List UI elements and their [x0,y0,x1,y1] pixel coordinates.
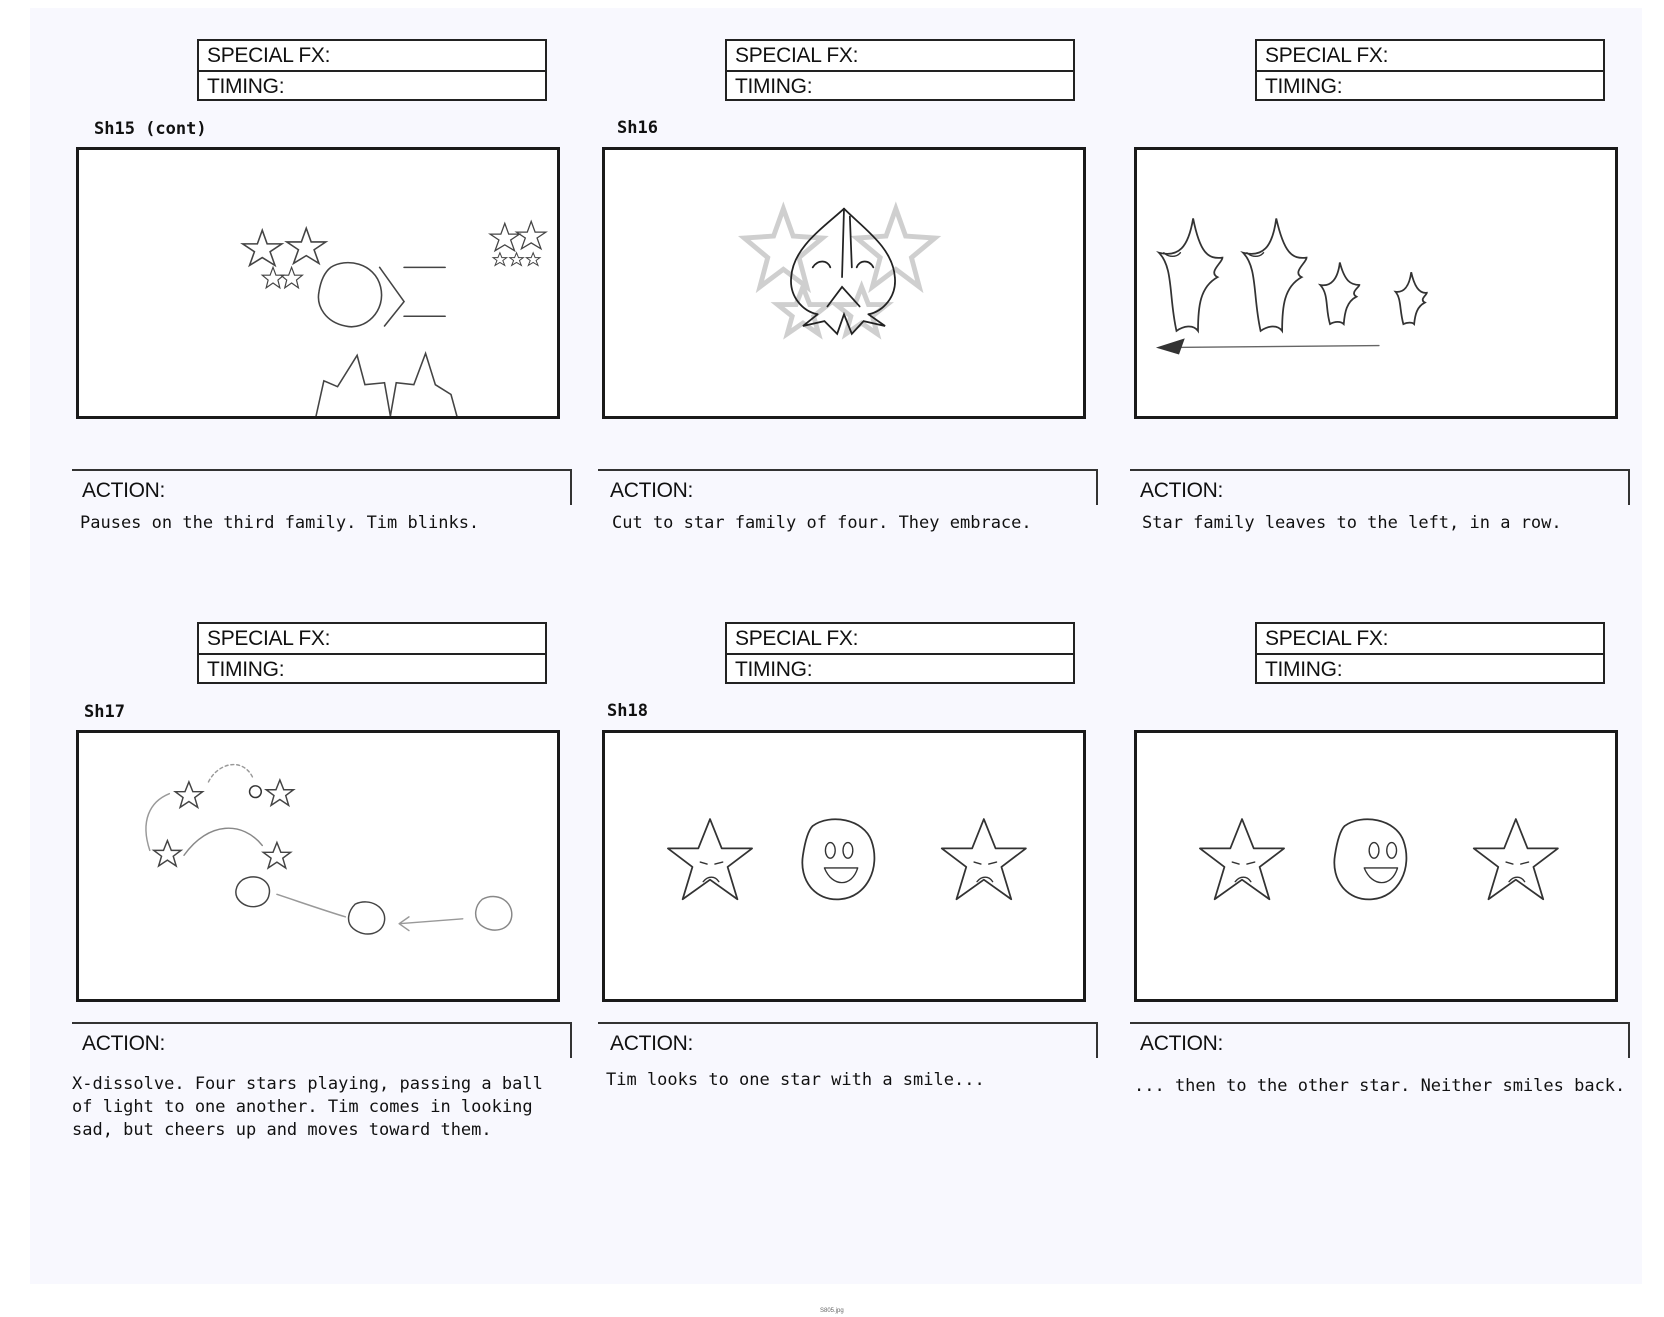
timing-label: TIMING: [207,658,285,681]
sketch-star-family-leaves [1137,150,1615,416]
shot-label: Sh17 [84,702,125,722]
timing-label: TIMING: [735,658,813,681]
file-name-footer: S805.jpg [820,1308,844,1314]
sketch-frame [1134,147,1618,419]
action-label: ACTION: [82,1032,166,1055]
special-fx-box [197,39,547,101]
sketch-stars-playing-ball [79,733,557,999]
storyboard-panel-sh15 [72,39,572,599]
sketch-tim-smiles-at-star [605,733,1083,999]
action-text: Cut to star family of four. They embrace. [612,513,1032,533]
storyboard-panel-sh16-cont [1134,39,1634,599]
special-fx-label: SPECIAL FX: [199,41,545,72]
storyboard-sheet [30,8,1642,1284]
sketch-frame [1134,730,1618,1002]
sketch-frame [76,730,560,1002]
sketch-frame [602,147,1086,419]
timing-label: TIMING: [1265,658,1343,681]
special-fx-label: SPECIAL FX: [1257,624,1603,655]
shot-label: Sh16 [617,118,658,138]
special-fx-label: SPECIAL FX: [1257,41,1603,72]
storyboard-panel-sh18-cont [1134,622,1634,1182]
timing-label: TIMING: [1265,75,1343,98]
action-label: ACTION: [610,1032,694,1055]
special-fx-label: SPECIAL FX: [727,624,1073,655]
timing-label: TIMING: [735,75,813,98]
action-label: ACTION: [1140,1032,1224,1055]
special-fx-label: SPECIAL FX: [199,624,545,655]
shot-label: Sh18 [607,701,648,721]
action-text: Tim looks to one star with a smile... [606,1070,985,1090]
sketch-frame [76,147,560,419]
action-label: ACTION: [1140,479,1224,502]
timing-label: TIMING: [207,75,285,98]
sketch-frame [602,730,1086,1002]
action-label: ACTION: [82,479,166,502]
special-fx-box [725,39,1075,101]
storyboard-panel-sh17 [72,622,572,1182]
action-text: Pauses on the third family. Tim blinks. [80,513,480,533]
special-fx-box [1255,39,1605,101]
shot-label: Sh15 (cont) [94,119,207,139]
special-fx-box [197,622,547,684]
action-text: X-dissolve. Four stars playing, passing a ball of light to one another. Tim comes in looking sad, but cheers up and moves toward them. [72,1074,543,1140]
action-text: ... then to the other star. Neither smiles back. [1134,1076,1626,1096]
sketch-star-family-embrace [605,150,1083,416]
storyboard-panel-sh16 [602,39,1102,599]
action-label: ACTION: [610,479,694,502]
special-fx-box [1255,622,1605,684]
sketch-tim-looks-other-star [1137,733,1615,999]
action-text: Star family leaves to the left, in a row. [1142,513,1562,533]
sketch-tim-star-families [79,150,557,416]
storyboard-panel-sh18 [602,622,1102,1182]
special-fx-label: SPECIAL FX: [727,41,1073,72]
special-fx-box [725,622,1075,684]
